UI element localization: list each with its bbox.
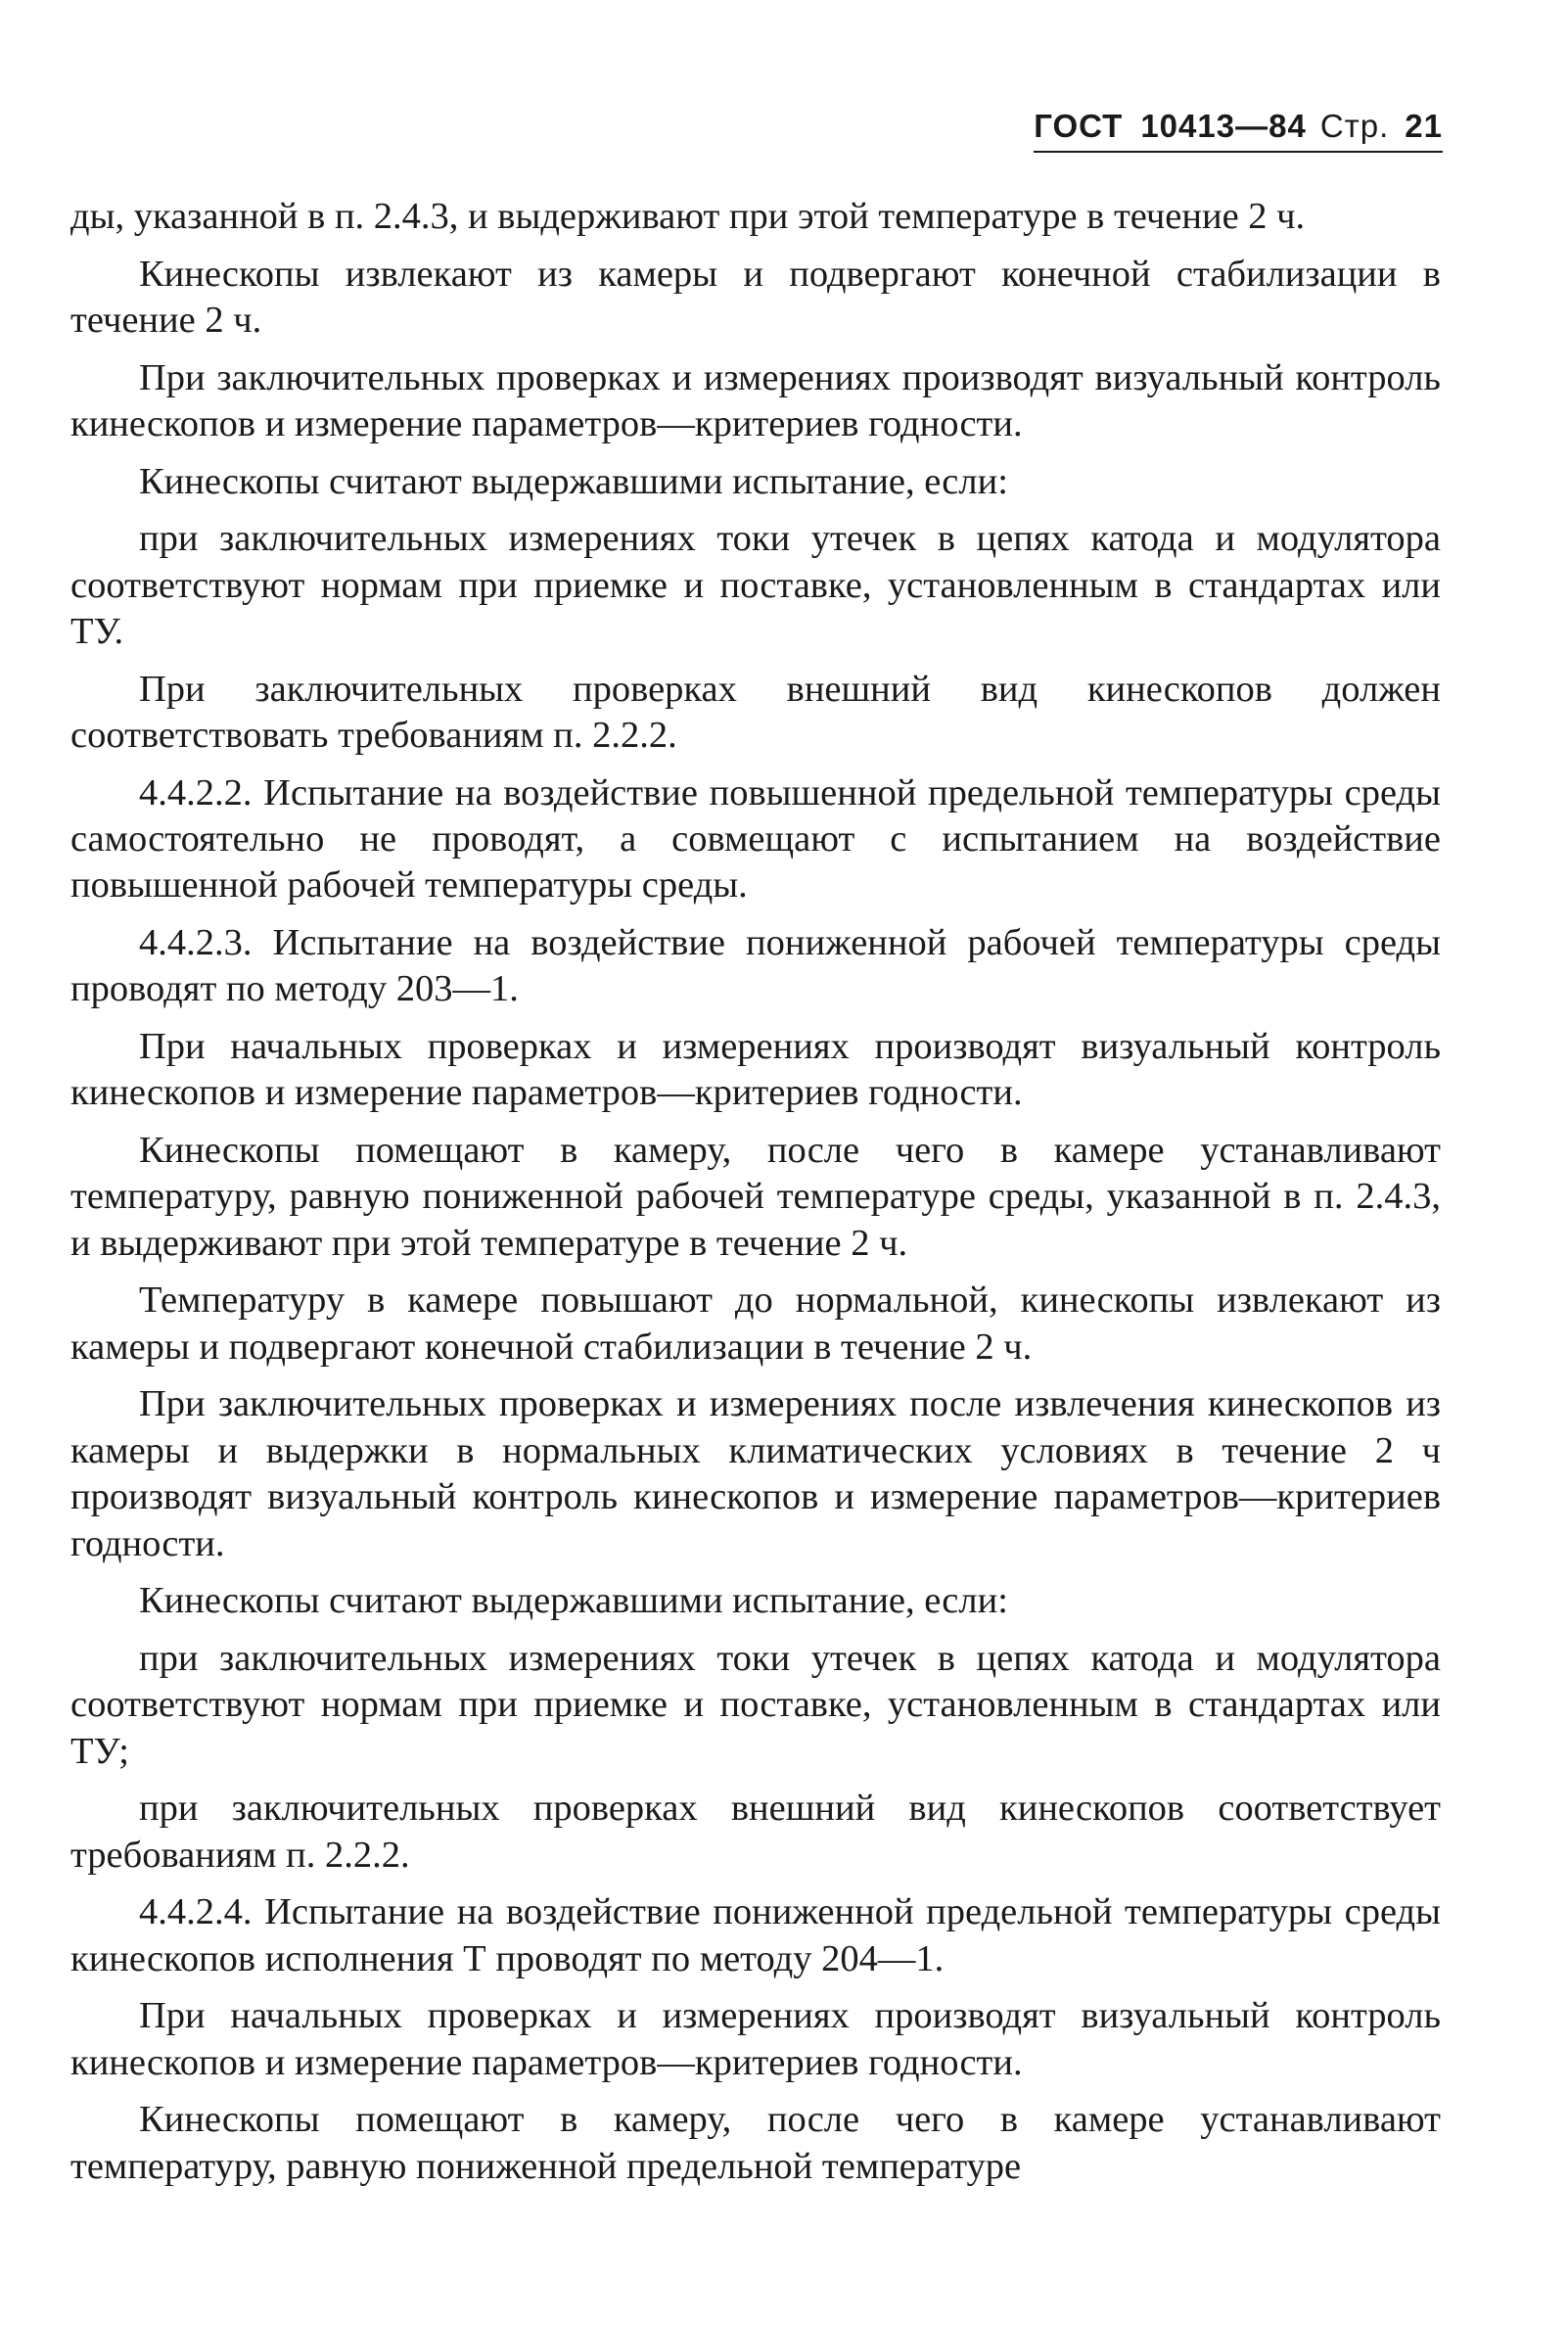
paragraph: Кинескопы считают выдержавшими испытание, если: bbox=[139, 460, 1008, 502]
paragraph: ды, указанной в п. 2.4.3, и выдерживают при этой температуре в течение 2 ч. bbox=[70, 196, 1306, 237]
paragraph: При начальных проверках и измерениях производят визуальный контроль кинескопов и измерение параметров—критериев годности. bbox=[70, 1026, 1441, 1114]
page-number: 21 bbox=[1405, 108, 1443, 144]
page-header bbox=[1034, 108, 1443, 145]
paragraph: при заключительных проверках внешний вид кинескопов соответствует требованиям п. 2.2.2. bbox=[70, 1788, 1441, 1876]
paragraph: 4.4.2.3. Испытание на воздействие пониженной рабочей температуры среды проводят по методу 203—1. bbox=[70, 922, 1441, 1010]
page-label: Стр. bbox=[1319, 108, 1390, 144]
header-rule bbox=[1034, 151, 1443, 153]
paragraph: При заключительных проверках внешний вид кинескопов должен соответствовать требованиям п. 2.2.2. bbox=[70, 668, 1441, 756]
paragraph: 4.4.2.4. Испытание на воздействие пониженной предельной температуры среды кинескопов исполнения Т проводят по методу 204—1. bbox=[70, 1891, 1441, 1979]
paragraph: 4.4.2.2. Испытание на воздействие повышенной предельной температуры среды самостоятельно не проводят, а совмещают с испытанием на воздействие повышенной рабочей температуры среды. bbox=[70, 771, 1441, 907]
paragraph: При заключительных проверках и измерениях производят визуальный контроль кинескопов и измерение параметров—критериев годности. bbox=[70, 356, 1441, 444]
document-body bbox=[70, 194, 1441, 2201]
standard-number: 10413—84 bbox=[1140, 108, 1307, 144]
paragraph: Кинескопы помещают в камеру, после чего в камере устанавливают температуру, равную пониженной предельной температуре bbox=[70, 2099, 1441, 2187]
paragraph: Кинескопы считают выдержавшими испытание, если: bbox=[139, 1580, 1008, 1622]
paragraph: Кинескопы помещают в камеру, после чего в камере устанавливают температуру, равную пониженной рабочей температуре среды, указанной в п. 2.4.3, и выдерживают при этой температуре в течение 2 ч. bbox=[70, 1130, 1441, 1264]
paragraph: Температуру в камере повышают до нормальной, кинескопы извлекают из камеры и подвергают конечной стабилизации в течение 2 ч. bbox=[70, 1279, 1441, 1368]
paragraph: При заключительных проверках и измерениях после извлечения кинескопов из камеры и выдержки в нормальных климатических условиях в течение 2 ч производят визуальный контроль кинескопов и измерение параметров—критериев годности. bbox=[70, 1383, 1441, 1564]
standard-label: ГОСТ bbox=[1034, 108, 1124, 144]
paragraph: При начальных проверках и измерениях производят визуальный контроль кинескопов и измерение параметров—критериев годности. bbox=[70, 1995, 1441, 2083]
paragraph: Кинескопы извлекают из камеры и подвергают конечной стабилизации в течение 2 ч. bbox=[70, 253, 1441, 341]
paragraph: при заключительных измерениях токи утечек в цепях катода и модулятора соответствуют нормам при приемке и поставке, установленным в стандартах или ТУ. bbox=[70, 518, 1441, 652]
paragraph: при заключительных измерениях токи утечек в цепях катода и модулятора соответствуют нормам при приемке и поставке, установленным в стандартах или ТУ; bbox=[70, 1637, 1441, 1772]
